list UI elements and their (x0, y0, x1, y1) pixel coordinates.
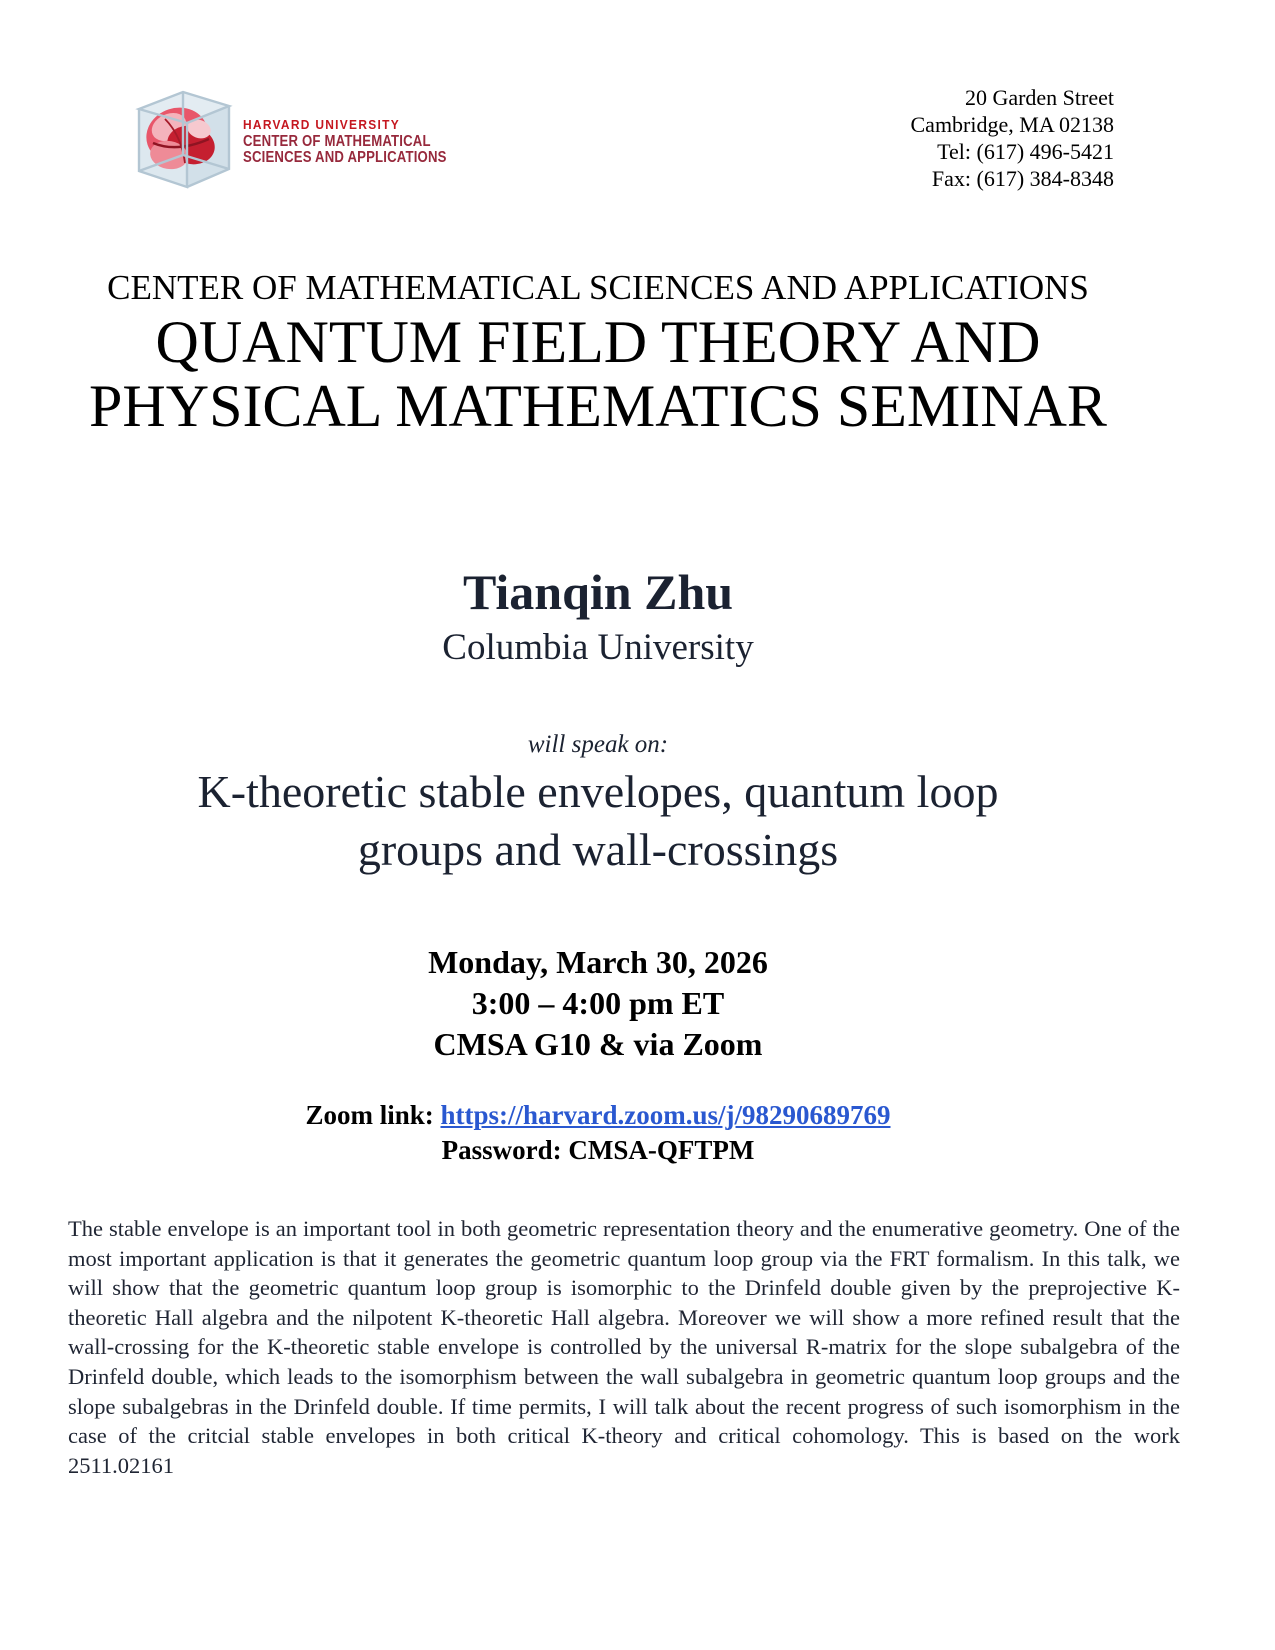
seminar-title-line2: PHYSICAL MATHEMATICS SEMINAR (89, 373, 1107, 439)
series-title: CENTER OF MATHEMATICAL SCIENCES AND APPLICATIONS (107, 268, 1089, 307)
speaker-affiliation: Columbia University (442, 627, 754, 668)
logo-org-line2: CENTER OF MATHEMATICAL (243, 133, 431, 150)
abstract-text: The stable envelope is an important tool in both geometric representation theory and the enumerative geometry. One of the most important application is that it generates the geometric quantum loop group via the FRT formalism. In this talk, we will show that the geometric quantum loop group is isomorphic to the Drinfeld double given by the preprojective K-theoretic Hall algebra and the nilpotent K-theoretic Hall algebra. Moreover we will show a more refined result that the wall-crossing for the K-theoretic stable envelope is controlled by the universal R-matrix for the slope subalgebra of the Drinfeld double, which leads to the isomorphism between the wall subalgebra in geometric quantum loop groups and the slope subalgebras in the Drinfeld double. If time permits, I will talk about the recent progress of such isomorphism in the case of the critcial stable envelopes in both critical K-theory and critical cohomology. This is based on the work 2511.02161 (68, 1216, 1180, 1478)
address-line1: 20 Garden Street (964, 85, 1114, 110)
phone-line: Tel: (617) 496-5421 (937, 139, 1114, 164)
zoom-info (68, 1098, 1128, 1168)
seminar-title-line1: QUANTUM FIELD THEORY AND (155, 309, 1041, 375)
talk-title-line2: groups and wall-crossings (357, 824, 839, 875)
event-time: 3:00 – 4:00 pm ET (471, 985, 725, 1021)
zoom-link-line (68, 1098, 1128, 1133)
zoom-password-line: Password: CMSA-QFTPM (441, 1135, 755, 1165)
address-line2: Cambridge, MA 02138 (910, 112, 1114, 137)
zoom-link-label: Zoom link: (305, 1100, 441, 1130)
contact-block (911, 84, 1115, 192)
speaker-name: Tianqin Zhu (462, 564, 734, 620)
talk-title-line1: K-theoretic stable envelopes, quantum loop (197, 766, 999, 817)
event-date: Monday, March 30, 2026 (428, 944, 768, 980)
lead-in-text: will speak on: (527, 731, 669, 758)
logo-org-line3: SCIENCES AND APPLICATIONS (243, 148, 447, 166)
talk-title (68, 763, 1128, 879)
logo-org-line1: HARVARD UNIVERSITY (243, 117, 400, 132)
event-details (68, 942, 1128, 1065)
cmsa-logo (125, 83, 447, 198)
cmsa-cube-surface-icon (125, 83, 237, 197)
zoom-link[interactable]: https://harvard.zoom.us/j/98290689769 (440, 1100, 891, 1130)
fax-line: Fax: (617) 384-8348 (931, 166, 1114, 191)
seminar-title (68, 310, 1128, 438)
cmsa-logo-text (243, 117, 483, 165)
event-location: CMSA G10 & via Zoom (433, 1026, 763, 1062)
